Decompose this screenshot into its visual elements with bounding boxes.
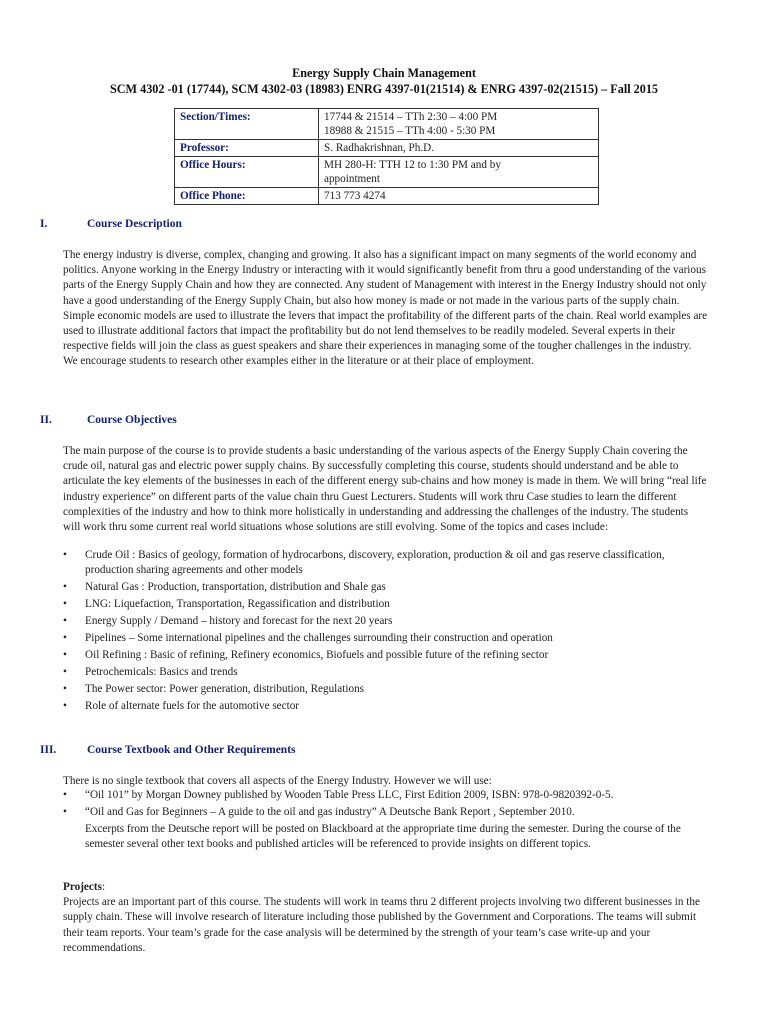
list-item: • “Oil and Gas for Beginners – A guide to the oil and gas industry” A Deutsche Bank Report , September 2010. bbox=[63, 805, 713, 820]
info-label: Office Phone: bbox=[175, 188, 319, 205]
info-value: MH 280-H: TTH 12 to 1:30 PM and by appointment bbox=[319, 157, 599, 188]
bullet-icon: • bbox=[63, 632, 67, 645]
list-item: • Oil Refining : Basic of refining, Refinery economics, Biofuels and possible future of the refining sector bbox=[63, 648, 713, 663]
projects-text: Projects are an important part of this course. The students will work in teams thru 2 different projects involving two different businesses in the supply chain. These will involve research of literature including those published by the Government and Corporations. The teams will submit their team reports. Your team’s grade for the case analysis will be determined by the strength of your team’s case write-up and your recommendations. bbox=[63, 896, 700, 954]
info-row-office-hours bbox=[175, 157, 599, 188]
bullet-icon: • bbox=[63, 598, 67, 611]
section-number: II. bbox=[40, 414, 52, 426]
list-item: • The Power sector: Power generation, distribution, Regulations bbox=[63, 682, 713, 697]
projects-block: Projects: Projects are an important part of this course. The students will work in teams thru 2 different projects involving two different businesses in the supply chain. These will involve research of literature including those published by the Government and Corporations. The teams will submit their team reports. Your team’s grade for the case analysis will be determined by the strength of your team’s case write-up and your recommendations. bbox=[63, 880, 708, 956]
bullet-icon: • bbox=[63, 683, 67, 696]
info-label: Section/Times: bbox=[175, 109, 319, 140]
textbook-intro-text: There is no single textbook that covers all aspects of the Energy Industry. However we will use: bbox=[63, 775, 492, 787]
bullet-icon: • bbox=[63, 549, 67, 561]
textbook-list bbox=[63, 788, 713, 822]
section-title: Course Textbook and Other Requirements bbox=[87, 744, 296, 756]
section-title: Course Objectives bbox=[87, 414, 177, 426]
info-label: Office Hours: bbox=[175, 157, 319, 188]
textbook-excerpt-text: Excerpts from the Deutsche report will be posted on Blackboard at the appropriate time during the semester. During the course of the semester several other text books and published articles will be referenced to provide insights on different topics. bbox=[85, 823, 681, 851]
list-item: • LNG: Liquefaction, Transportation, Regassification and distribution bbox=[63, 597, 713, 612]
course-sections-line: SCM 4302 -01 (17744), SCM 4302-03 (18983) ENRG 4397-01(21514) & ENRG 4397-02(21515) – Fall 2015 bbox=[109, 82, 659, 96]
list-item: • “Oil 101” by Morgan Downey published by Wooden Table Press LLC, First Edition 2009, ISBN: 978-0-9820392-0-5. bbox=[63, 788, 713, 803]
list-item: • Role of alternate fuels for the automotive sector bbox=[63, 699, 713, 714]
info-value: 17744 & 21514 – TTh 2:30 – 4:00 PM 18988 & 21515 – TTh 4:00 - 5:30 PM bbox=[319, 109, 599, 140]
course-description-text: The energy industry is diverse, complex, changing and growing. It also has a significant impact on many segments of the world economy and politics. Anyone working in the Energy Industry or interacting with it would significantly benefit from thru a good understanding of the various parts of the Energy Supply Chain and how they are connected. Any student of Management with interest in the Energy Industry should not only have a good understanding of the Energy Supply Chain, but also how money is made or not made in the various parts of the supply chain. Simple economic models are used to illustrate the levers that impact the profitability of the different parts of the chain. Real world examples are used to illustrate additional factors that impact the profitability but do not lend themselves to be readily modeled. Several experts in their respective fields will join the class as guest speakers and share their experiences in managing some of the tougher challenges in the industry. We encourage students to research other examples either in the literature or at their place of employment. bbox=[63, 249, 708, 368]
course-info-table bbox=[174, 108, 599, 205]
list-item: • Natural Gas : Production, transportation, distribution and Shale gas bbox=[63, 580, 713, 595]
section-number: III. bbox=[40, 744, 57, 756]
bullet-icon: • bbox=[63, 649, 67, 662]
objectives-topic-list bbox=[63, 548, 713, 716]
bullet-icon: • bbox=[63, 700, 67, 713]
info-value: S. Radhakrishnan, Ph.D. bbox=[319, 140, 599, 157]
list-item: • Petrochemicals: Basics and trends bbox=[63, 665, 713, 680]
list-item: • Pipelines – Some international pipelines and the challenges surrounding their construction and operation bbox=[63, 631, 713, 646]
bullet-icon: • bbox=[63, 806, 67, 818]
bullet-icon: • bbox=[63, 666, 67, 679]
course-objectives-text: The main purpose of the course is to provide students a basic understanding of the various aspects of the Energy Supply Chain covering the crude oil, natural gas and electric power supply chains. By successfully completing this course, students should understand and be able to articulate the key elements of the businesses in each of the different energy sub-chains and how money is made in them. We will bring “real life industry experience” on different parts of the value chain thru Guest Lecturers. Students will work thru Case studies to learn the different complexities of the industry and how to think more holistically in understanding and addressing the challenges of the industry. The students will work thru some current real world situations whose solutions are still evolving. Some of the topics and cases include: bbox=[63, 445, 707, 534]
bullet-icon: • bbox=[63, 615, 67, 628]
projects-heading: Projects bbox=[63, 881, 102, 893]
info-label: Professor: bbox=[175, 140, 319, 157]
section-number: I. bbox=[40, 218, 48, 230]
list-item: • Energy Supply / Demand – history and forecast for the next 20 years bbox=[63, 614, 713, 629]
info-row-office-phone bbox=[175, 188, 599, 205]
course-title: Energy Supply Chain Management bbox=[292, 66, 476, 80]
section-title: Course Description bbox=[87, 218, 182, 230]
info-row-section-times bbox=[175, 109, 599, 140]
bullet-icon: • bbox=[63, 581, 67, 594]
info-value: 713 773 4274 bbox=[319, 188, 599, 205]
info-row-professor bbox=[175, 140, 599, 157]
list-item: • Crude Oil : Basics of geology, formation of hydrocarbons, discovery, exploration, production & oil and gas reserve classification, production sharing agreements and other models bbox=[63, 549, 665, 577]
bullet-icon: • bbox=[63, 789, 67, 801]
